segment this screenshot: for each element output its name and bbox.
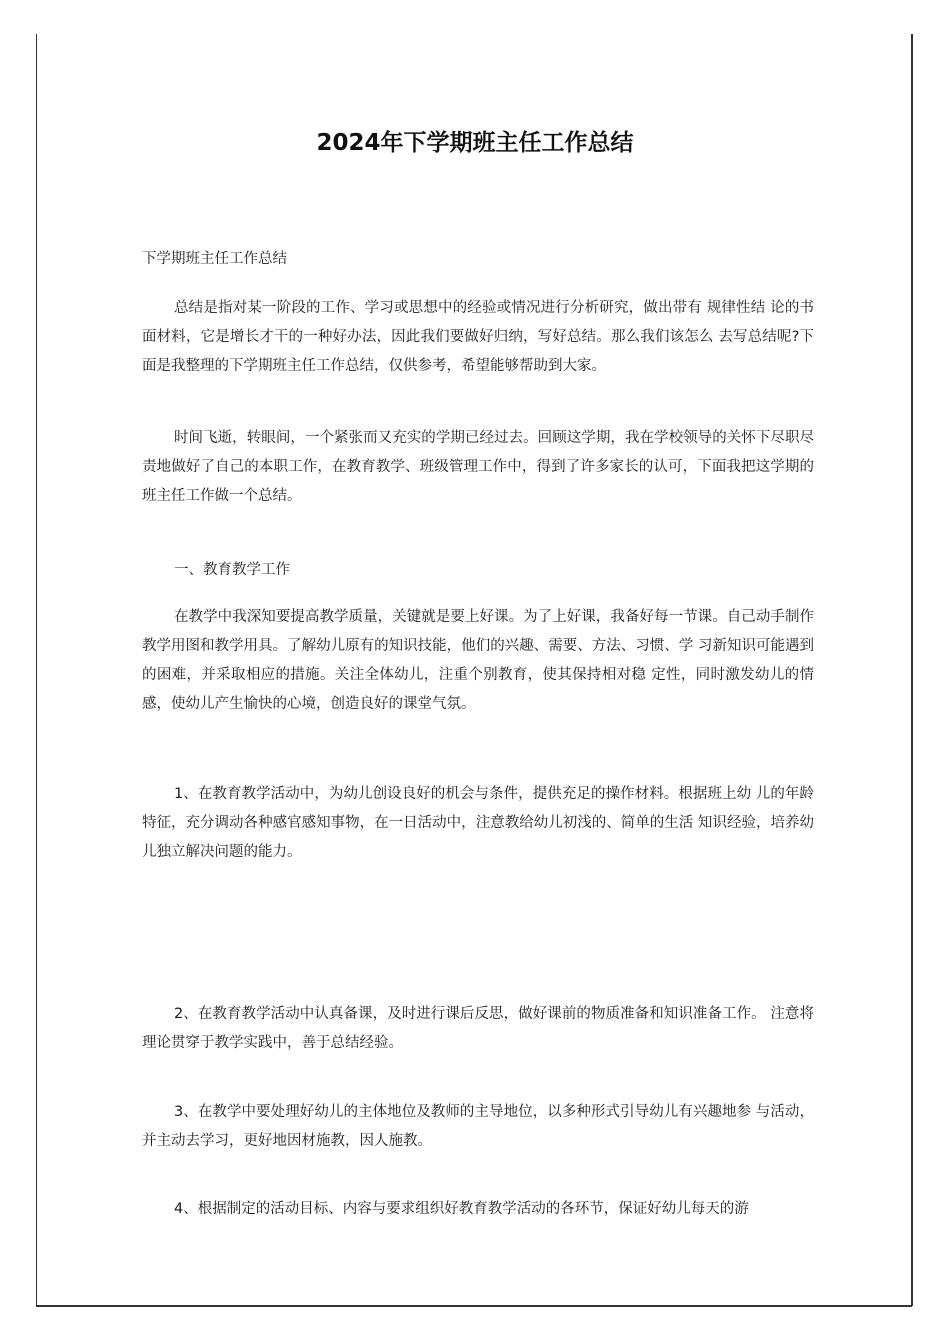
paragraph-teaching: 在教学中我深知要提高教学质量，关键就是要上好课。为了上好课，我备好每一节课。自己动手制作教学用图和教学用具。了解幼儿原有的知识技能，他们的兴趣、需要、方法、习惯、学 习新知识可能遇到的困难，并采取相应的措施。关注全体幼儿，注重个别教育，使其保持相对稳 定性，同时激发幼儿的情感，使幼儿产生愉快的心境，创造良好的课堂气氛。 bbox=[142, 609, 814, 712]
document-title: 2024年下学期班主任工作总结 bbox=[316, 130, 634, 156]
paragraph-item-2: 2、在教育教学活动中认真备课，及时进行课后反思，做好课前的物质准备和知识准备工作。 注意将理论贯穿于教学实践中，善于总结经验。 bbox=[142, 1006, 814, 1051]
paragraph-item-1: 1、在教育教学活动中，为幼儿创设良好的机会与条件，提供充足的操作材料。根据班上幼 儿的年龄特征，充分调动各种感官感知事物，在一日活动中，注意教给幼儿初浅的、简单的生活 知识经验，培养幼儿独立解决问题的能力。 bbox=[142, 786, 814, 860]
section-heading: 一、教育教学工作 bbox=[174, 562, 290, 578]
page-border-bottom bbox=[36, 1305, 912, 1307]
paragraph-item-4: 4、根据制定的活动目标、内容与要求组织好教育教学活动的各环节，保证好幼儿每天的游 bbox=[174, 1201, 749, 1217]
page-border-right bbox=[911, 34, 913, 1306]
paragraph-intro: 总结是指对某一阶段的工作、学习或思想中的经验或情况进行分析研究，做出带有 规律性结 论的书面材料，它是增长才干的一种好办法，因此我们要做好归纳，写好总结。那么我们该怎么 去写总结呢?下面是我整理的下学期班主任工作总结，仅供参考，希望能够帮助到大家。 bbox=[142, 300, 814, 374]
document-subtitle: 下学期班主任工作总结 bbox=[142, 251, 287, 267]
page-border-left bbox=[36, 34, 37, 1306]
paragraph-overview: 时间飞逝，转眼间，一个紧张而又充实的学期已经过去。回顾这学期，我在学校领导的关怀下尽职尽责地做好了自己的本职工作，在教育教学、班级管理工作中，得到了许多家长的认可，下面我把这学期的班主任工作做一个总结。 bbox=[142, 430, 814, 504]
paragraph-item-3: 3、在教学中要处理好幼儿的主体地位及教师的主导地位，以多种形式引导幼儿有兴趣地参 与活动，并主动去学习，更好地因材施教，因人施教。 bbox=[142, 1104, 814, 1149]
